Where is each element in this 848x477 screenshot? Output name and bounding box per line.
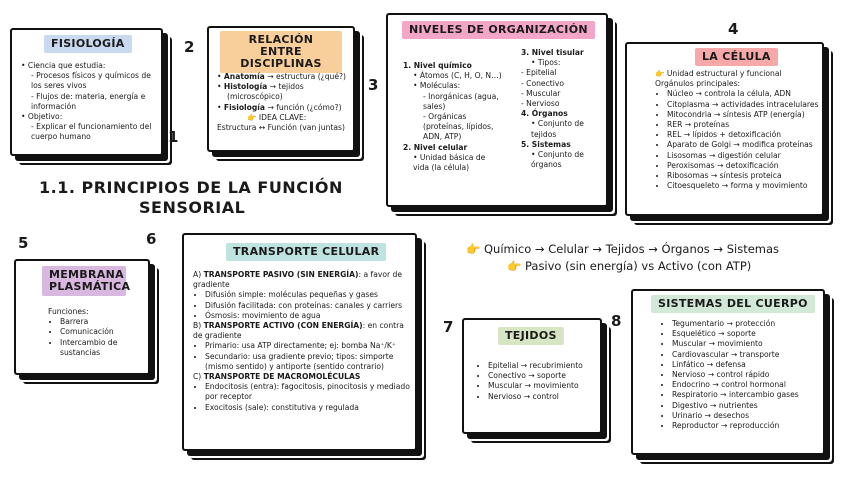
nivel-line: 5. Sistemas [521, 139, 571, 149]
niveles-card [386, 13, 608, 207]
relacion-body [217, 72, 353, 133]
transporte-item: • Endocitosis (entra): fagocitosis, pinocitosis y mediado por receptor [205, 382, 413, 402]
sistemas-body [660, 319, 824, 431]
relacion-item: • Fisiología → función (¿cómo?) [217, 102, 342, 112]
summary [466, 241, 796, 275]
transporte-a: A) TRANSPORTE PASIVO (SIN ENERGÍA): a favor de gradiente [193, 270, 403, 290]
nivel-line: • Moléculas: [413, 81, 461, 91]
nivel-line: • Unidad básica de vida (la célula) [413, 152, 486, 173]
idea-clave-text: Estructura ↔ Función (van juntas) [217, 123, 345, 133]
celula-card [625, 42, 824, 216]
section-number: 1 [168, 128, 179, 146]
idea-clave-label: 👉 IDEA CLAVE: [247, 112, 307, 122]
celula-item: • Peroxisomas → detoxificación [667, 161, 823, 171]
nivel-line: - Orgánicas (proteínas, lípidos, ADN, ATP) [423, 112, 494, 142]
transporte-body [193, 270, 413, 413]
tejidos-item: • Muscular → movimiento [488, 381, 600, 391]
celula-item: • Citoplasma → actividades intracelulares [667, 100, 823, 110]
niveles-title: NIVELES DE ORGANIZACIÓN [402, 21, 595, 39]
sistemas-item: • Endocrino → control hormonal [672, 380, 824, 390]
nivel-line: 2. Nivel celular [403, 142, 468, 152]
sistemas-item: • Linfático → defensa [672, 360, 824, 370]
tejidos-item: • Epitelial → recubrimiento [488, 361, 600, 371]
nivel-line: - Nervioso [521, 99, 560, 109]
fisiologia-card [10, 28, 163, 156]
celula-item: • REL → lípidos + detoxificación [667, 130, 823, 140]
nivel-line: - Inorgánicas (agua, sales) [423, 91, 499, 111]
section-number: 5 [18, 234, 29, 252]
celula-intro: Orgánulos principales: [655, 79, 741, 89]
tejidos-title: TEJIDOS [498, 327, 564, 345]
celula-item: • RER → proteínas [667, 120, 823, 130]
relacion-title: RELACIÓN ENTRE DISCIPLINAS [220, 31, 342, 73]
transporte-item: • Difusión simple: moléculas pequeñas y gases [205, 290, 413, 300]
relacion-card [207, 26, 355, 152]
tejidos-body [476, 361, 600, 402]
nivel-line: • Conjunto de tejidos [531, 119, 584, 139]
transporte-b: B) TRANSPORTE ACTIVO (CON ENERGÍA): en contra de gradiente [193, 321, 404, 341]
tejidos-list [476, 361, 600, 402]
membrana-list [48, 317, 148, 358]
sistemas-item: • Respiratorio → intercambio gases [672, 390, 824, 400]
nivel-line: • Conjunto de órganos [531, 150, 584, 170]
celula-item: • Aparato de Golgi → modifica proteínas [667, 140, 823, 150]
nivel-line: 4. Órganos [521, 109, 568, 119]
celula-item: • Lisosomas → digestión celular [667, 151, 823, 161]
niveles-col2 [521, 48, 601, 170]
membrana-item: • Comunicación [60, 327, 148, 337]
summary-line: 👉 Pasivo (sin energía) vs Activo (con ATP) [507, 259, 752, 273]
fisiologia-title: FISIOLOGÍA [44, 35, 132, 53]
celula-body [655, 69, 823, 191]
section-number: 7 [443, 318, 454, 336]
sistemas-list [660, 319, 824, 431]
nivel-line: 1. Nivel químico [403, 61, 472, 70]
tejidos-item: • Nervioso → control [488, 392, 600, 402]
section-number: 6 [146, 230, 157, 248]
transporte-item: • Primario: usa ATP directamente; ej: bomba Na⁺/K⁺ [205, 341, 413, 351]
sistemas-item: • Nervioso → control rápido [672, 370, 824, 380]
section-number: 8 [611, 312, 622, 330]
relacion-item: • Histología → tejidos (microscópico) [217, 82, 304, 102]
section-number: 3 [368, 76, 379, 94]
fisiologia-line: - Flujos de: materia, energía e información [31, 91, 146, 111]
sistemas-item: • Muscular → movimiento [672, 339, 824, 349]
celula-item: • Núcleo → controla la célula, ADN [667, 89, 823, 99]
sistemas-item: • Reproductor → reproducción [672, 421, 824, 431]
transporte-title: TRANSPORTE CELULAR [226, 243, 386, 261]
tejidos-item: • Conectivo → soporte [488, 371, 600, 381]
page-heading-line: 1.1. PRINCIPIOS DE LA FUNCIÓN [39, 178, 343, 197]
transporte-b-list [193, 341, 413, 372]
sistemas-item: • Urinario → desechos [672, 411, 824, 421]
page-heading [39, 178, 379, 218]
fisiologia-line: • Ciencia que estudia: [21, 61, 106, 70]
sistemas-item: • Cardiovascular → transporte [672, 350, 824, 360]
sistemas-card [631, 289, 825, 455]
relacion-item: • Anatomía → estructura (¿qué?) [217, 72, 346, 81]
transporte-c-list [193, 382, 413, 413]
sistemas-title: SISTEMAS DEL CUERPO [651, 295, 815, 313]
sistemas-item: • Esquelético → soporte [672, 329, 824, 339]
celula-list [655, 89, 823, 191]
membrana-item: • Barrera [60, 317, 148, 327]
section-number: 2 [184, 38, 195, 56]
transporte-a-list [193, 290, 413, 321]
membrana-title: MEMBRANA PLASMÁTICA [42, 266, 126, 296]
summary-line: 👉 Químico → Celular → Tejidos → Órganos → Sistemas [466, 242, 780, 256]
celula-item: • Mitocondria → síntesis ATP (energía) [667, 110, 823, 120]
nivel-line: • Átomos (C, H, O, N…) [413, 71, 502, 81]
nivel-line: 3. Nivel tisular [521, 48, 584, 57]
niveles-col1 [403, 61, 503, 173]
membrana-body [48, 307, 148, 358]
transporte-item: • Ósmosis: movimiento de agua [205, 311, 413, 321]
fisiologia-body [21, 61, 161, 143]
nivel-line: - Epitelial [521, 68, 557, 78]
sistemas-item: • Digestivo → nutrientes [672, 401, 824, 411]
fisiologia-line: - Procesos físicos y químicos de los seres vivos [31, 71, 151, 91]
membrana-label: Funciones: [48, 307, 89, 316]
celula-item: • Ribosomas → síntesis proteica [667, 171, 823, 181]
transporte-card [182, 233, 417, 451]
membrana-item: • Intercambio de sustancias [60, 338, 148, 358]
transporte-c: C) TRANSPORTE DE MACROMOLÉCULAS [193, 372, 361, 382]
tejidos-card [462, 318, 602, 434]
sistemas-item: • Tegumentario → protección [672, 319, 824, 329]
transporte-item: • Exocitosis (sale): constitutiva y regulada [205, 403, 413, 413]
nivel-line: - Muscular [521, 88, 561, 98]
transporte-item: • Difusión facilitada: con proteínas: canales y carriers [205, 301, 413, 311]
nivel-line: - Conectivo [521, 78, 564, 88]
fisiologia-line: • Objetivo: [21, 112, 63, 122]
nivel-line: • Tipos: [531, 58, 561, 68]
page-heading-line: SENSORIAL [139, 198, 246, 217]
celula-intro: 👉 Unidad estructural y funcional [655, 69, 782, 78]
section-number: 4 [728, 20, 739, 38]
celula-title: LA CÉLULA [695, 48, 778, 66]
fisiologia-line: - Explicar el funcionamiento del cuerpo humano [31, 122, 152, 142]
membrana-card [14, 259, 150, 375]
celula-item: • Citoesqueleto → forma y movimiento [667, 181, 823, 191]
transporte-item: • Secundario: usa gradiente previo; tipos: simporte (mismo sentido) y antiporte (sentido contrario) [205, 352, 413, 372]
